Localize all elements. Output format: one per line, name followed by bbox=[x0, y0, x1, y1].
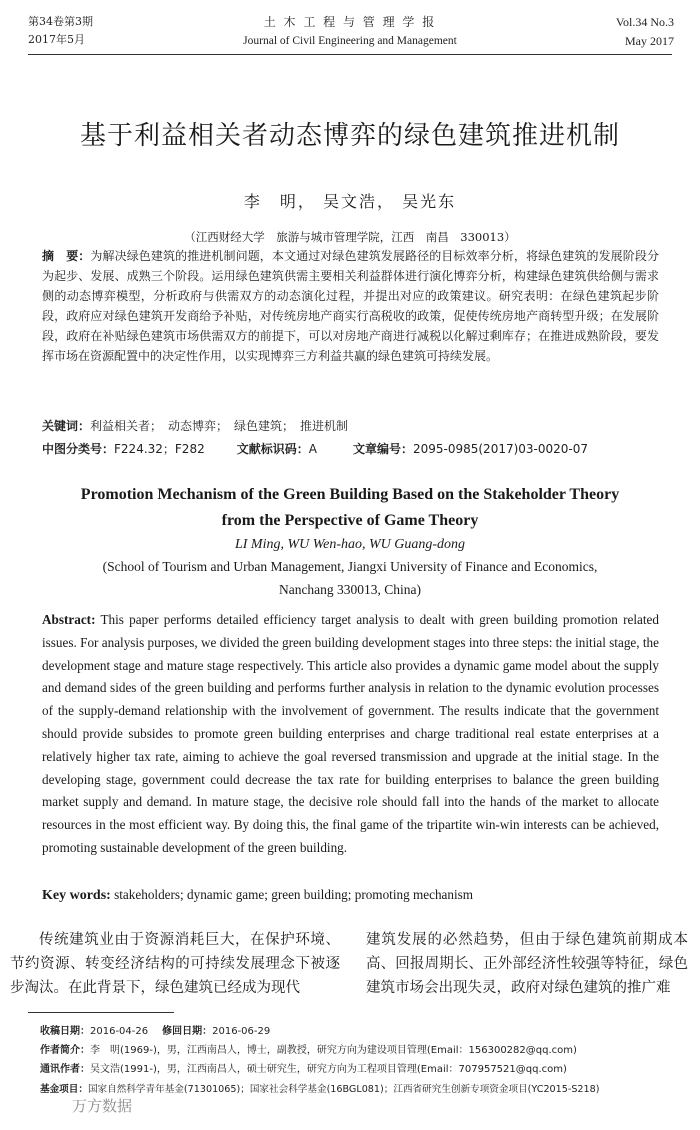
revised-value: 2016-06-29 bbox=[212, 1026, 271, 1037]
corresponding-label: 通讯作者： bbox=[40, 1064, 90, 1075]
body-column-left: 传统建筑业由于资源消耗巨大，在保护环境、节约资源、转变经济结构的可持续发展理念下被逐步淘汰。在此背景下，绿色建筑已经成为现代 bbox=[10, 932, 340, 996]
paper-affiliation-en-line2: Nanchang 330013, China) bbox=[278, 582, 422, 597]
paper-title-cn: 基于利益相关者动态博弈的绿色建筑推进机制 bbox=[79, 121, 620, 151]
paper-authors-en: LI Ming, WU Wen-hao, WU Guang-dong bbox=[234, 537, 466, 552]
abstract-en bbox=[42, 609, 659, 860]
header-rule bbox=[28, 54, 672, 55]
paper-authors-cn: 李 明， 吴文浩， 吴光东 bbox=[243, 192, 457, 211]
abstract-text-cn: 为解决绿色建筑的推进机制问题，本文通过对绿色建筑发展路径的目标效率分析，将绿色建筑的发展阶段分为起步、发展、成熟三个阶段。运用绿色建筑供需主要相关利益群体进行演化博弈分析，构建绿色建筑供给侧与需求侧的动态博弈模型，分析政府与供需双方的动态演化过程，并提出对应的政策建议。研究表明：在绿色建筑起步阶段，政府应对绿色建筑开发商给予补贴，对传统房地产商实行高税收的政策，促使传统房地产商转型升级；在发展阶段，政府在补贴绿色建筑市场供需双方的前提下，可以对房地产商进行减税以化解过剩库存；在推进成熟阶段，要发挥市场在资源配置中的决定性作用，以实现博弈三方利益共赢的绿色建筑可持续发展。 bbox=[42, 249, 659, 363]
abstract-text-en: This paper performs detailed efficiency target analysis to dealt with green building promotion related issues. For analysis purposes, we divided the green building development stages into three steps: the initial stage, the development stage and mature stage respectively. This article also provides a dynamic game model about the supply and demand sides of the green building and performs further analysis in relation to the dynamic evolution processes of the supply-demand relationship with the involvement of government. The results indicate that the government should provide subsides to promote green building enterprises and charge traditional real estate enterprises at a relatively higher tax rate, aiming to achieve the goal reversed transmission and upgrade at the initial stage. In the developing stage, government could decrease the tax rate for building enterprises to balance the green building market supply and demand. In mature stage, the decisive role should fall into the hands of the market to allocate resources in the most efficient way. By doing this, the final game of the tripartite win-win interests can be achieved, promoting sustainable development of the green building. bbox=[42, 612, 659, 855]
header-volume-en: Vol.34 No.3 bbox=[615, 15, 674, 29]
footnote-corresponding bbox=[40, 1060, 567, 1079]
watermark: 万方数据 bbox=[72, 1097, 133, 1115]
paper-affiliation-cn: （江西财经大学 旅游与城市管理学院，江西 南昌 330013） bbox=[184, 230, 516, 244]
footnote-author bbox=[40, 1041, 577, 1060]
clc-label: 中图分类号： bbox=[42, 442, 115, 456]
keywords-cn bbox=[42, 416, 659, 436]
keywords-text-cn: 利益相关者； 动态博弈； 绿色建筑； 推进机制 bbox=[90, 419, 349, 433]
paper-title-en-line2: from the Perspective of Game Theory bbox=[221, 512, 479, 529]
footnote-rule bbox=[28, 1012, 174, 1013]
doc-code-value: A bbox=[308, 442, 317, 456]
header-volume: 第34卷第3期 bbox=[28, 15, 93, 28]
classification-line bbox=[42, 439, 659, 459]
paper-affiliation-en-line1: (School of Tourism and Urban Management, Jiangxi University of Finance and Economics, bbox=[102, 559, 598, 574]
header-journal-en: Journal of Civil Engineering and Management bbox=[243, 35, 457, 47]
author-label: 作者简介： bbox=[40, 1045, 90, 1056]
article-no-label: 文章编号： bbox=[352, 442, 413, 456]
keywords-en bbox=[42, 884, 659, 908]
abstract-label-cn: 摘 要： bbox=[42, 249, 91, 263]
doc-code-label: 文献标识码： bbox=[236, 442, 309, 456]
header-date-cn: 2017年5月 bbox=[28, 33, 85, 46]
fund-value: 国家自然科学青年基金(71301065)；国家社会科学基金(16BGL081)；江西省研究生创新专项资金项目(YC2015-S218) bbox=[87, 1084, 600, 1095]
article-no-value: 2095-0985(2017)03-0020-07 bbox=[412, 442, 589, 456]
header-journal-cn: 土 木 工 程 与 管 理 学 报 bbox=[263, 15, 437, 29]
keywords-label-cn: 关键词： bbox=[42, 419, 91, 433]
abstract-label-en: Abstract: bbox=[42, 612, 96, 627]
paper-title-en-line1: Promotion Mechanism of the Green Building Based on the Stakeholder Theory bbox=[80, 486, 620, 503]
fund-label: 基金项目： bbox=[40, 1084, 88, 1095]
received-value: 2016-04-26 bbox=[90, 1026, 149, 1037]
corresponding-value: 吴文浩(1991-)，男，江西南昌人，硕士研究生，研究方向为工程项目管理(Email：707957521@qq.com) bbox=[90, 1064, 567, 1075]
keywords-label-en: Key words: bbox=[42, 888, 111, 903]
received-label: 收稿日期： bbox=[40, 1026, 90, 1037]
footnote-dates bbox=[40, 1022, 270, 1041]
body-column-right: 建筑发展的必然趋势，但由于绿色建筑前期成本高、回报周期长、正外部经济性较强等特征，绿色建筑市场会出现失灵，政府对绿色建筑的推广难 bbox=[366, 932, 688, 996]
author-value: 李 明(1969-)，男，江西南昌人，博士，副教授，研究方向为建设项目管理(Email：156300282@qq.com) bbox=[90, 1045, 577, 1056]
keywords-text-en: stakeholders; dynamic game; green building; promoting mechanism bbox=[114, 887, 474, 902]
revised-label: 修回日期： bbox=[162, 1026, 213, 1037]
abstract-cn bbox=[42, 246, 659, 366]
clc-value: F224.32；F282 bbox=[114, 442, 205, 456]
header-date-en: May 2017 bbox=[625, 34, 674, 48]
